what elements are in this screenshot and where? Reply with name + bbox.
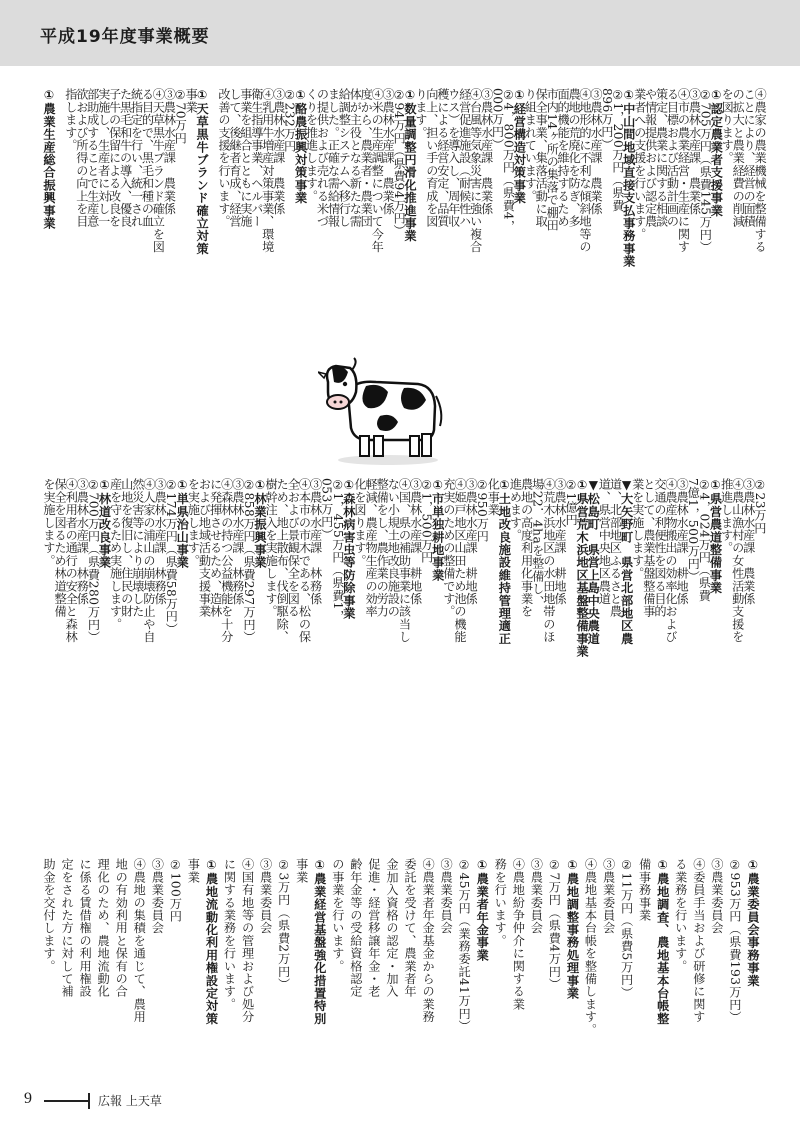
text-column: ②4，800万円（県費4， [501, 88, 516, 233]
text-column: に関する業務を行います。 [222, 858, 237, 1011]
text-column: 樹幹注入を実施します。 [264, 478, 279, 618]
text-column: 進めます。 [508, 478, 523, 542]
text-column: 推進します。 [719, 478, 734, 555]
text-column: ①農業生産総合振興事業 [42, 88, 56, 230]
text-column: 衛生指導事業、ヘルパー [249, 88, 264, 228]
text-column: ▼大矢野町 県営北部地区農 [619, 478, 634, 645]
page-title: 平成19年度事業概要 [40, 27, 210, 47]
text-column: ④委員手当および研修に関す [691, 858, 706, 1024]
text-column: ①数量調整円滑化推進事業 [403, 88, 417, 243]
text-column: 7億1，500万円） [686, 478, 701, 583]
text-column: ③農林水産課 林務係 [230, 478, 245, 605]
text-column: 道、北部地区ふるさと農 [608, 478, 623, 618]
text-column: ④米の生産調整について今年 [370, 88, 385, 254]
text-column: ③農林水産課 農業係 [271, 88, 286, 215]
text-column: 実施し、生産者に対し一 [96, 88, 111, 228]
page-header [0, 0, 800, 66]
text-column: 策定、農業に関する相談 [654, 88, 669, 228]
text-column: 化を図ります。 [353, 478, 367, 567]
text-column: 地の有効利用と保有の合 [114, 858, 129, 998]
text-column: ②950万円 [475, 478, 490, 543]
text-column: 全および景観保全を図る [286, 478, 301, 618]
text-column: ▼松島町 県営上島中央農道 [586, 478, 601, 645]
text-band-bottom [38, 858, 760, 1070]
text-column: ④農地の集積を通じて、農用 [132, 858, 147, 1024]
text-column: ④本市の市木である、松の保 [297, 478, 312, 644]
text-column: に係る賃借権の利用権設 [78, 858, 93, 998]
text-column: 面的機能を維持するため [556, 88, 571, 228]
text-column: 市内14ヶ所の集落で棚田 [545, 88, 560, 232]
text-column: ②4，024万円（県費 [697, 478, 712, 602]
text-column: 交通の利便性を図る目的 [652, 478, 667, 618]
text-column: の提供および売れる米づ [315, 88, 330, 228]
text-column: ため、地上散布、伐倒駆除、 [275, 478, 290, 644]
text-column: ④乳用牛増産対策事業、環境 [260, 88, 275, 254]
text-column: 促進・経営移譲年金・老 [366, 858, 381, 998]
text-column: 保全事業、集落活動に取 [534, 88, 549, 228]
text-column: ①農地流動化利用権設定対策 [204, 858, 219, 1025]
text-column: 場22．4haを整備し、 [530, 478, 545, 608]
text-column: ④市の農業経営・生産に関す [676, 88, 691, 254]
text-column: 896万円） [599, 88, 614, 151]
text-column: 金加入資格の認定・加入 [384, 858, 399, 998]
text-column: ③農林水産課 林務係 [75, 478, 90, 605]
text-column: 整備をし、農作業の労力 [375, 478, 390, 618]
text-column: ②94万円（県費94万円） [392, 88, 407, 238]
text-column: る業務を行います。 [673, 858, 688, 973]
text-column: ①農地調整事務処理事業 [565, 858, 580, 1000]
text-column: ③農林水産課 農業係 [479, 88, 494, 215]
text-column: して、後継者育成、経営 [227, 88, 242, 228]
publication-name: 広報 上天草 [98, 1094, 162, 1108]
text-column: 穫による経営安定、品質 [435, 88, 450, 228]
text-column: ①森林病害虫等防除事業 [341, 478, 356, 620]
text-column: ②11万円（県費5万円） [619, 858, 634, 999]
text-column: として、農業基盤整備事 [641, 478, 656, 618]
text-column: ②232万円 [282, 88, 297, 153]
text-column: および地域活動支援事業 [197, 478, 212, 618]
text-column: ③農業委員会 [439, 858, 454, 935]
text-column: ②7万円（県費4万円） [547, 858, 562, 991]
text-column: ③農林水産課 耕地係 [408, 478, 423, 605]
text-column: 助金を交付します。 [42, 858, 56, 973]
footer-rule [44, 1100, 88, 1102]
text-column: ③農林水産課 農業係 [741, 478, 756, 605]
text-column: 農地の荒廃化を防ぎ、多 [567, 88, 582, 228]
text-column: ②1，200万円（県費 [610, 88, 625, 212]
text-column: ④農地紛争仲介に関する業 [511, 858, 526, 1011]
text-column: 000万円） [490, 88, 505, 151]
text-column: ない小規土地改良施設の [386, 478, 401, 618]
text-column: 向上、担い手の育成を図 [424, 88, 439, 228]
text-column: ③農業委員会 [709, 858, 724, 935]
text-column: ①土地改良施設維持管理適正 [497, 478, 512, 645]
text-column: ④農地基本台帳を整備します。 [583, 858, 598, 1036]
text-column: ②1，500万円 [419, 478, 434, 564]
text-column: ①県営農道整備事業 [708, 478, 723, 595]
text-column: ②3万円（県費2万円） [276, 858, 291, 991]
text-column: ①農業者年金事業 [475, 858, 490, 962]
text-column: ③農林水産課 林務係 [308, 478, 323, 605]
text-column: ③農林水産課 農業係 [687, 88, 702, 215]
text-column: ウス）を導入し、周年収 [446, 88, 461, 228]
text-column: ①農業経営基盤強化措置特別 [312, 858, 327, 1025]
text-column: 充実のための整備です。 [441, 478, 456, 618]
text-column: ④農業者年金基金からの業務 [421, 858, 436, 1024]
text-column: 事業 [184, 88, 199, 114]
text-column: の拡大と農業経費の削減 [731, 88, 746, 228]
text-column: 備事務事業 [637, 858, 652, 922]
text-column: ①認定農業者支援事業 [709, 88, 724, 217]
text-column: ②1，455万円（県費1， [330, 478, 345, 623]
text-column: ①農業委員会事務事業 [745, 858, 760, 987]
text-column: 部助成することで生産意 [85, 88, 100, 228]
text-column: ③農林水産課 耕地係 [675, 478, 690, 605]
page-footer [0, 1082, 800, 1122]
text-column: ③農業委員会 [529, 858, 544, 935]
text-column: ④台風等気象災害に強い複合 [468, 88, 483, 254]
text-column: ①酪農振興対策事業 [293, 88, 308, 205]
text-column: 指します。 [63, 88, 78, 152]
text-column: ②858万円（県費297万円） [241, 478, 256, 644]
text-column: ①農地調査、農地基本台帳整 [655, 858, 670, 1025]
text-column: る目的で、黒毛和種の血 [140, 88, 155, 228]
text-column: ②70万円 [173, 88, 188, 145]
text-column: ②953万円（県費193万円） [727, 858, 742, 1024]
text-column: ました。正確な需給情報 [326, 88, 341, 228]
text-column: 度から、農業者・農業団 [359, 88, 374, 228]
text-column: り組まれています。 [523, 88, 538, 203]
text-column: ①林業振興事業 [253, 478, 268, 569]
text-column: 事業を組合とともに実施 [238, 88, 253, 228]
text-column: や情報提供および認定農 [643, 88, 658, 228]
text-column: ①単県治山事業 [175, 478, 190, 569]
text-column: 改善の支援を行います。 [217, 88, 232, 228]
cow-illustration [318, 356, 448, 468]
text-column: 化事業 [486, 478, 501, 517]
text-column: ①中山間地域直接支払事務事業 [621, 88, 636, 268]
text-column: 欲および所得の向上を目 [74, 88, 89, 228]
text-column: 産を守るため実施します。 [108, 478, 123, 631]
text-column: 齢年金等の受給資格認定 [348, 858, 363, 998]
text-column: 農地の高度利用化事業を [519, 478, 534, 618]
text-column: ①市単独耕地事業 [430, 478, 445, 582]
text-column: ③農林水産課 林務係 [153, 478, 168, 605]
text-column: ②700万円（県費280万円） [86, 478, 101, 644]
text-column: た黒毛和牛の導入、優良 [118, 88, 133, 228]
text-column: ②45万円（業務委託41万円） [457, 858, 472, 1033]
text-column: ②174万円（県費58万円） [164, 478, 179, 636]
text-column: くりを推進します。 [304, 88, 319, 203]
text-column: ②1億円 [564, 478, 579, 527]
text-column: 053万円） [319, 478, 334, 541]
text-column: 務を行います。 [493, 858, 508, 947]
text-column: ③農林水産課 耕地係 [464, 478, 479, 605]
text-column: 理化のため、農地流動化 [96, 858, 111, 998]
text-column: ③農林水産課 農業係 [162, 88, 177, 215]
page-number: 9 [24, 1090, 32, 1107]
text-column: の事業を行います。 [330, 858, 345, 973]
text-column: 子牛の保留による改良を [107, 88, 122, 228]
text-column: 給調整システムへ移行し [337, 88, 352, 228]
text-column: ①天草黒牛ブランド確立対策 [195, 88, 210, 255]
text-column: 委託を受けて、農業者年 [403, 858, 417, 998]
footer-divider [88, 1093, 90, 1109]
text-column: ④森林の持つ公益機能を十分 [219, 478, 234, 644]
text-column: ③農業委員会 [258, 858, 273, 935]
text-column: ④農家の農業機械を整備する [753, 88, 768, 254]
text-column: を実施します。 [186, 478, 201, 567]
text-column: ③農業委員会 [601, 858, 616, 935]
text-column: ことにより、経営の面積 [742, 88, 757, 228]
text-column: ④姫戸地区山田ため池の機能 [452, 478, 467, 644]
text-column: ①経営構造対策事業 [512, 88, 527, 205]
text-column: ④利用者の通行の安全と森林 [64, 478, 79, 644]
text-band-middle [38, 478, 767, 828]
text-column: ④荒木浜地区の水田地帯のほ [541, 478, 556, 644]
text-column: に発揮させるため、造林 [208, 478, 223, 618]
text-column: ①林道改良事業 [97, 478, 112, 569]
text-column: 事業 [294, 858, 309, 884]
text-column: 保全を図るため林道整備 [53, 478, 68, 618]
text-column: ③農林水産課 農業係 [588, 88, 603, 215]
text-column: ②100万円 [168, 858, 183, 923]
text-column: を実施します。 [42, 478, 56, 567]
text-column: ④農山漁村の女性活動支援を [730, 478, 745, 644]
text-column: ③農林水産課 農業係 [381, 88, 396, 215]
text-column: る目標および活動計画の [665, 88, 680, 228]
text-column: 体が主役となる新たな需 [348, 88, 363, 228]
text-column: 統指定を行い、統一され [129, 88, 144, 228]
text-column: ④天草黒牛ブランド確立を図 [151, 88, 166, 254]
text-column: ④地形的に不利な傾斜地等の [578, 88, 593, 254]
text-column: 然災害等により崩壊した [130, 478, 145, 618]
text-column: ④農産物搬出の効率化および [664, 478, 679, 644]
text-column: 軽減、農産物生産の効率 [364, 478, 379, 618]
text-column: 山地を復旧し、住民の財 [119, 478, 134, 618]
text-column: ③農林水産課 耕地係 [552, 478, 567, 605]
text-column: ②23万円 [752, 478, 767, 535]
text-column: 定をされた方に対して補 [60, 858, 75, 998]
text-column: 道、県営中央地区農道 [597, 478, 612, 605]
text-column: ②705万円（県費145万円） [698, 88, 713, 254]
text-column: を図ります。 [720, 88, 735, 165]
text-column: ります。 [413, 88, 428, 139]
text-column: 経営促進施設（耐候性ハ [457, 88, 472, 228]
text-column: ③農業委員会 [150, 858, 165, 935]
text-column: 事業 [186, 858, 201, 884]
text-column: ④国、県の補助事業に該当し [397, 478, 412, 644]
text-column: ④国有地等の管理および処分 [240, 858, 255, 1024]
text-column: 業者への支援を行います。 [632, 88, 647, 241]
text-column: ④人家の浦山の崩壊防止や自 [141, 478, 156, 644]
text-column: 業を実施します。 [630, 478, 645, 580]
text-column: ①県営荒木浜地区基盤整備事業 [575, 478, 590, 658]
